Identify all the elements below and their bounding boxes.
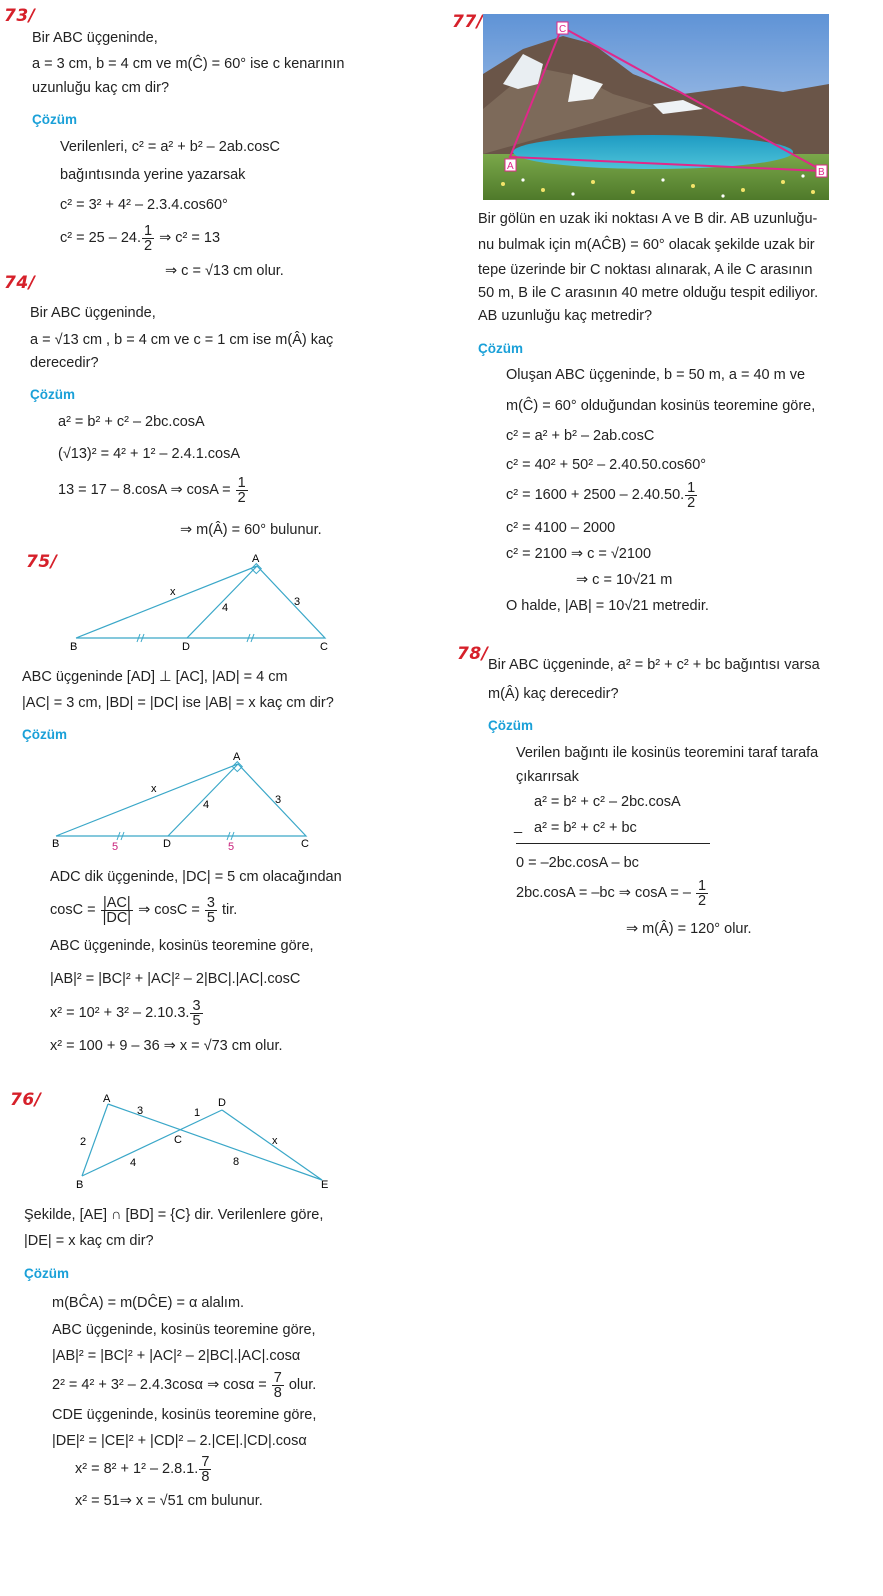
vertex-label-d: D [163, 838, 171, 850]
p74-solution-label: Çözüm [30, 387, 75, 402]
p74-question-line-1: Bir ABC üçgeninde, [30, 305, 156, 321]
p76-solution-line-5: CDE üçgeninde, kosinüs teoremine göre, [52, 1407, 317, 1423]
p75-solution-line-1: ADC dik üçgeninde, |DC| = 5 cm olacağından [50, 869, 342, 885]
p78-solution-line-3: a² = b² + c² – 2bc.cosA [534, 794, 681, 810]
length-label-bd: 5 [112, 841, 119, 853]
side-label-3: 3 [294, 596, 301, 608]
fraction: $\frac{1}{2}$ [237, 474, 246, 506]
vertex-label-c: C [320, 641, 328, 653]
fraction: $\frac{1}{2}$ [698, 877, 707, 909]
problem-76-number: 76/ [10, 1090, 42, 1110]
p76-solution-label: Çözüm [24, 1266, 69, 1281]
p78-minus-sign: _ [514, 818, 523, 834]
subtraction-rule [516, 843, 710, 844]
fraction: $\frac{7}{8}$ [201, 1453, 210, 1485]
fraction: $\frac{7}{8}$ [273, 1369, 282, 1401]
p76-solution-line-2: ABC üçgeninde, kosinüs teoremine göre, [52, 1322, 316, 1338]
p77-solution-line-6: c² = 4100 – 2000 [506, 520, 616, 536]
p77-solution-line-2: m(Ĉ) = 60° olduğundan kosinüs teoremine göre, [506, 398, 816, 414]
p77-question-line-1: Bir gölün en uzak iki noktası A ve B dir. AB uzunluğu- [478, 211, 818, 227]
vertex-label-c: C [174, 1134, 182, 1146]
p77-question-line-5: AB uzunluğu kaç metredir? [478, 308, 653, 324]
p77-solution-line-8: ⇒ c = 10√21 m [576, 572, 673, 588]
p78-solution-line-5: 0 = –2bc.cosA – bc [516, 855, 639, 871]
side-label-x: x [151, 783, 157, 795]
side-label-cd: 1 [194, 1107, 201, 1119]
p74-solution-line-3: 13 = 17 – 8.cosA ⇒ cosA = $\frac{1}{2}$ [58, 474, 246, 506]
side-label-ac: 3 [137, 1105, 144, 1117]
vertex-label-b: B [76, 1179, 84, 1191]
lake-mountain-photo [483, 14, 829, 200]
problem-75-number: 75/ [26, 552, 58, 572]
p76-solution-line-7: x² = 8² + 1² – 2.8.1. $\frac{7}{8}$ [75, 1453, 210, 1485]
side-label-ce: 8 [233, 1156, 240, 1168]
p75-solution-line-3: ABC üçgeninde, kosinüs teoremine göre, [50, 938, 314, 954]
side-label-ab: 2 [80, 1136, 87, 1148]
problem-77-number: 77/ [452, 12, 484, 32]
side-label-3: 3 [275, 794, 282, 806]
p74-solution-line-4: ⇒ m(Â) = 60° bulunur. [180, 522, 322, 538]
p77-solution-line-9: O halde, |AB| = 10√21 metredir. [506, 598, 709, 614]
p75-solution-line-2: cosC = $\frac{|AC|}{|DC|}$ ⇒ cosC = $\frac{3}{5}$ tir. [50, 894, 238, 926]
p73-solution-line-1: Verilenleri, c² = a² + b² – 2ab.cosC [60, 139, 281, 155]
p75-solution-line-4: |AB|² = |BC|² + |AC|² – 2|BC|.|AC|.cosC [50, 971, 301, 987]
p75-question-line-2: |AC| = 3 cm, |BD| = |DC| ise |AB| = x kaç cm dir? [22, 695, 334, 711]
p78-solution-line-2: çıkarırsak [516, 769, 579, 785]
lake-photo-illustration [483, 14, 829, 200]
p75-triangle-figure-1 [60, 548, 350, 656]
p74-question-line-2: a = √13 cm , b = 4 cm ve c = 1 cm ise m(Â) kaç [30, 332, 334, 348]
p78-solution-line-6: 2bc.cosA = –bc ⇒ cosA = – $\frac{1}{2}$ [516, 877, 707, 909]
p75-question-line-1: ABC üçgeninde [AD] ⊥ [AC], |AD| = 4 cm [22, 669, 288, 685]
vertex-label-d: D [182, 641, 190, 653]
fraction: $\frac{|AC|}{|DC|}$ [102, 894, 132, 926]
fraction: $\frac{1}{2}$ [687, 479, 696, 511]
side-label-bc: 4 [130, 1157, 137, 1169]
fraction: $\frac{3}{5}$ [206, 894, 215, 926]
p77-question-line-4: 50 m, B ile C arasının 40 metre olduğu tespit ediliyor. [478, 285, 819, 301]
side-label-4: 4 [222, 602, 229, 614]
vertex-label-b: B [818, 167, 825, 178]
p76-solution-line-4: 2² = 4² + 3² – 2.4.3cosα ⇒ cosα = $\frac{7}{8}$ olur. [52, 1369, 317, 1401]
fraction: $\frac{3}{5}$ [192, 997, 201, 1029]
p75-triangle-figure-2 [42, 746, 322, 856]
p78-solution-label: Çözüm [488, 718, 533, 733]
problem-73-number: 73/ [4, 6, 36, 26]
p76-question-line-2: |DE| = x kaç cm dir? [24, 1233, 154, 1249]
p78-solution-line-1: Verilen bağıntı ile kosinüs teoremini taraf tarafa [516, 745, 819, 761]
p75-solution-label: Çözüm [22, 727, 67, 742]
p73-solution-line-3: c² = 3² + 4² – 2.3.4.cos60° [60, 197, 228, 213]
problem-78-number: 78/ [457, 644, 489, 664]
p73-solution-label: Çözüm [32, 112, 77, 127]
p77-solution-line-4: c² = 40² + 50² – 2.40.50.cos60° [506, 457, 707, 473]
side-label-4: 4 [203, 799, 210, 811]
vertex-label-e: E [321, 1179, 329, 1191]
p77-solution-label: Çözüm [478, 341, 523, 356]
p75-solution-line-6: x² = 100 + 9 – 36 ⇒ x = √73 cm olur. [50, 1038, 283, 1054]
p76-solution-line-3: |AB|² = |BC|² + |AC|² – 2|BC|.|AC|.cosα [52, 1348, 301, 1364]
p77-solution-line-7: c² = 2100 ⇒ c = √2100 [506, 546, 652, 562]
p78-question-line-2: m(Â) kaç derecedir? [488, 686, 619, 702]
vertex-label-a: A [233, 751, 241, 763]
p76-solution-line-6: |DE|² = |CE|² + |CD|² – 2.|CE|.|CD|.cosα [52, 1433, 307, 1449]
p73-question-line-2: a = 3 cm, b = 4 cm ve m(Ĉ) = 60° ise c kenarının [32, 56, 345, 72]
side-label-x: x [170, 586, 176, 598]
p77-solution-line-1: Oluşan ABC üçgeninde, b = 50 m, a = 40 m ve [506, 367, 806, 383]
p78-solution-line-7: ⇒ m(Â) = 120° olur. [626, 921, 752, 937]
vertex-label-a: A [252, 553, 260, 565]
p78-question-line-1: Bir ABC üçgeninde, a² = b² + c² + bc bağıntısı varsa [488, 657, 820, 673]
vertex-label-b: B [52, 838, 60, 850]
p74-solution-line-1: a² = b² + c² – 2bc.cosA [58, 414, 205, 430]
vertex-label-d: D [218, 1097, 226, 1109]
p74-question-line-3: derecedir? [30, 355, 99, 371]
vertex-label-a: A [103, 1093, 111, 1105]
p73-question-line-3: uzunluğu kaç cm dir? [32, 80, 170, 96]
length-label-dc: 5 [228, 841, 235, 853]
p73-question-line-1: Bir ABC üçgeninde, [32, 30, 158, 46]
p73-solution-line-2: bağıntısında yerine yazarsak [60, 167, 246, 183]
vertex-label-b: B [70, 641, 78, 653]
p76-solution-line-1: m(BĈA) = m(DĈE) = α alalım. [52, 1295, 245, 1311]
problem-74-number: 74/ [4, 273, 36, 293]
p75-solution-line-5: x² = 10² + 3² – 2.10.3. $\frac{3}{5}$ [50, 997, 201, 1029]
p73-solution-line-5: ⇒ c = √13 cm olur. [165, 263, 284, 279]
fraction: $\frac{1}{2}$ [144, 222, 153, 254]
p77-question-line-2: nu bulmak için m(AĈB) = 60° olacak şekilde uzak bir [478, 237, 815, 253]
p74-solution-line-2: (√13)² = 4² + 1² – 2.4.1.cosA [58, 446, 241, 462]
p76-question-line-1: Şekilde, [AE] ∩ [BD] = {C} dir. Verilenlere göre, [24, 1207, 324, 1223]
p77-solution-line-3: c² = a² + b² – 2ab.cosC [506, 428, 655, 444]
p73-solution-line-4: c² = 25 – 24. $\frac{1}{2}$ ⇒ c² = 13 [60, 222, 221, 254]
side-label-de: x [272, 1135, 278, 1147]
p77-question-line-3: tepe üzerinde bir C noktası alınarak, A ile C arasının [478, 262, 813, 278]
vertex-label-c: C [559, 24, 567, 35]
p76-figure [70, 1092, 340, 1192]
vertex-label-a: A [507, 161, 514, 172]
vertex-label-c: C [301, 838, 309, 850]
p77-solution-line-5: c² = 1600 + 2500 – 2.40.50. $\frac{1}{2}$ [506, 479, 696, 511]
p76-solution-line-8: x² = 51⇒ x = √51 cm bulunur. [75, 1493, 263, 1509]
p78-solution-line-4: a² = b² + c² + bc [534, 820, 637, 836]
